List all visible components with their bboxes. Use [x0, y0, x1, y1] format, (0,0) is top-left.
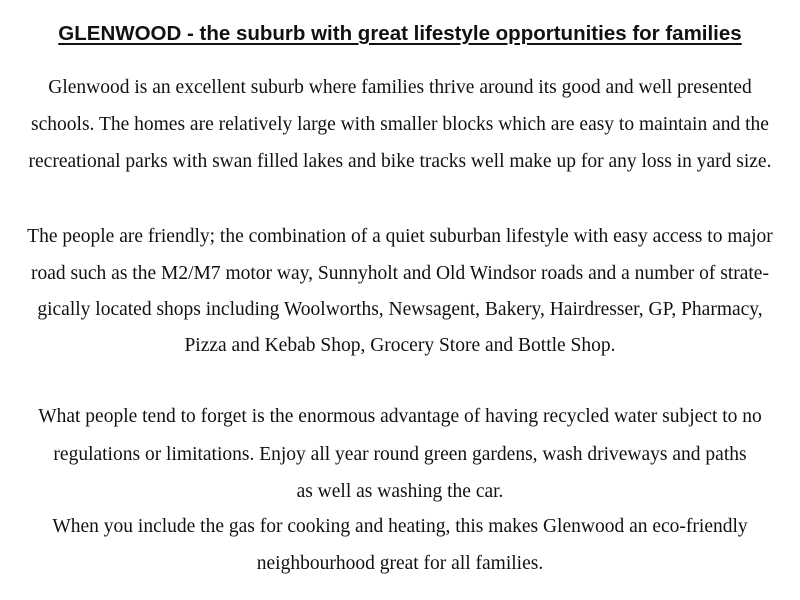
paragraph-3-line-2: regulations or limitations. Enjoy all year round green gardens, wash driveways and paths — [53, 444, 747, 465]
paragraph-3-line-3: as well as washing the car. — [296, 481, 504, 502]
paragraph-2-line-3: gically located shops including Woolworths, Newsagent, Bakery, Hairdresser, GP, Pharmacy, — [37, 299, 763, 320]
paragraph-2-line-1: The people are friendly; the combination of a quiet suburban lifestyle with easy access to major — [27, 226, 773, 247]
paragraph-2-line-4: Pizza and Kebab Shop, Grocery Store and Bottle Shop. — [184, 335, 616, 356]
paragraph-3-line-1: What people tend to forget is the enormous advantage of having recycled water subject to no — [38, 406, 762, 427]
paragraph-1-line-3: recreational parks with swan filled lakes and bike tracks well make up for any loss in yard size. — [28, 151, 772, 172]
paragraph-1-line-2: schools. The homes are relatively large with smaller blocks which are easy to maintain and the — [31, 114, 769, 135]
document-title — [0, 19, 800, 49]
paragraph-1-line-1: Glenwood is an excellent suburb where families thrive around its good and well presented — [48, 77, 752, 98]
paragraph-2-line-2: road such as the M2/M7 motor way, Sunnyholt and Old Windsor roads and a number of strate- — [31, 263, 769, 284]
paragraph-4-line-1: When you include the gas for cooking and heating, this makes Glenwood an eco-friendly — [52, 516, 748, 537]
document-title-text: GLENWOOD - the suburb with great lifestyle opportunities for families — [58, 22, 742, 45]
paragraph-4-line-2: neighbourhood great for all families. — [256, 553, 544, 574]
